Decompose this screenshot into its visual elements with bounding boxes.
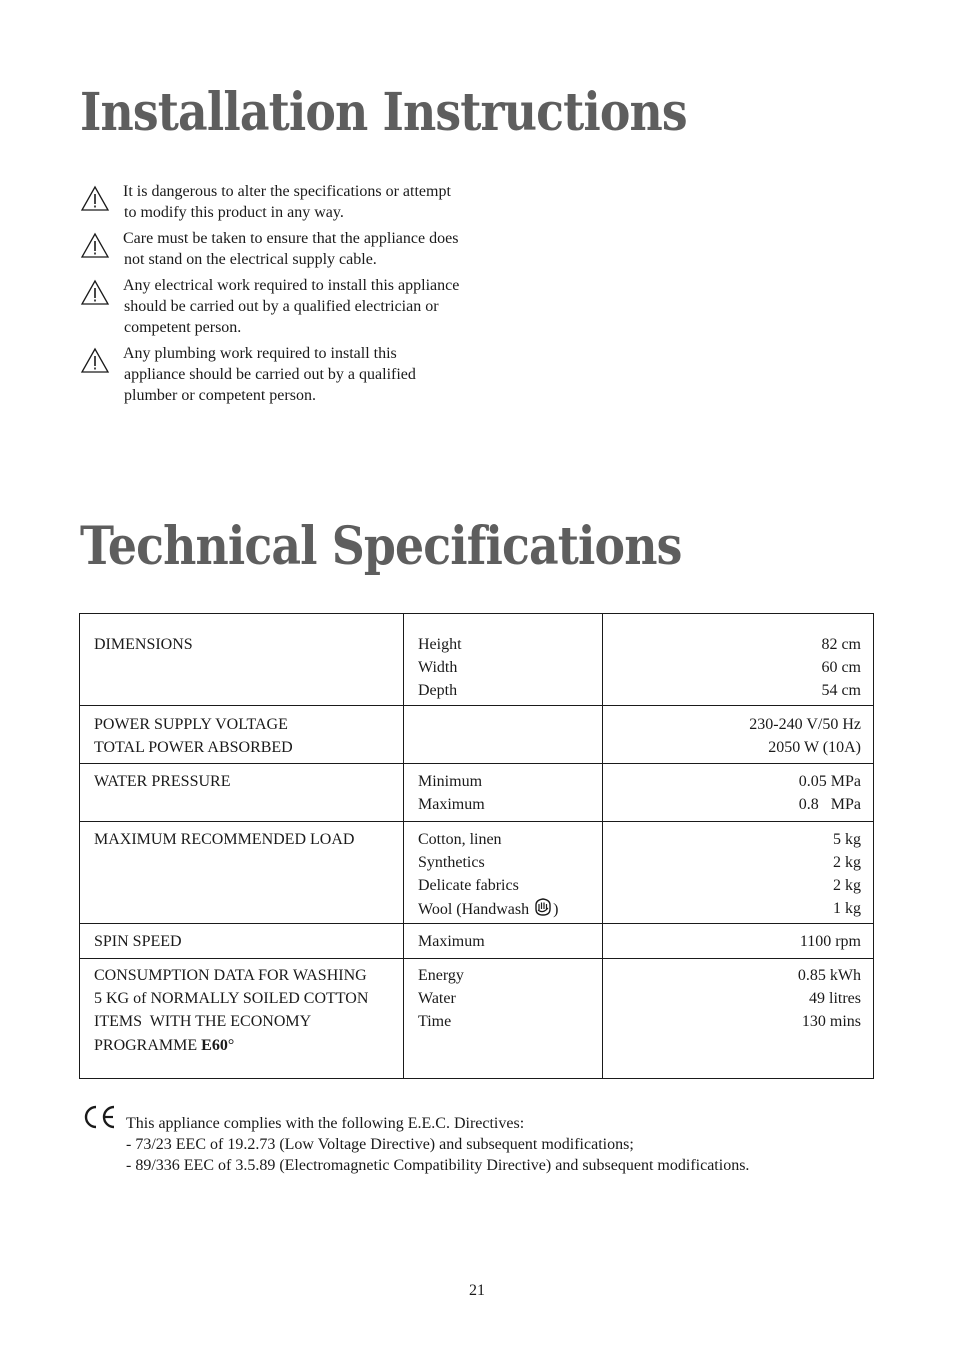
warning-list bbox=[80, 181, 460, 406]
table-row bbox=[80, 764, 874, 822]
spec-label: POWER SUPPLY VOLTAGE bbox=[94, 716, 288, 733]
warning-triangle-icon bbox=[80, 279, 110, 307]
spec-value: 54 cm bbox=[821, 682, 861, 699]
spec-param-text: Wool (Handwash bbox=[418, 901, 530, 918]
spec-value: 49 litres bbox=[809, 990, 861, 1007]
spec-param-cell bbox=[404, 822, 603, 924]
spec-value: 1100 rpm bbox=[799, 933, 861, 950]
table-row bbox=[80, 822, 874, 924]
spec-value-cell bbox=[603, 764, 874, 822]
warning-item bbox=[80, 181, 460, 223]
spec-param: Energy bbox=[418, 967, 464, 984]
spec-param: Maximum bbox=[418, 933, 485, 950]
spec-value: 5 kg bbox=[833, 831, 861, 848]
spec-param: Delicate fabrics bbox=[418, 877, 519, 894]
spec-param-cell bbox=[404, 706, 603, 764]
spec-label-cell bbox=[80, 706, 404, 764]
spec-param: Minimum bbox=[418, 773, 483, 790]
spec-value: 2050 W (10A) bbox=[768, 739, 861, 756]
handwash-icon bbox=[533, 897, 553, 917]
spec-param: Depth bbox=[418, 682, 458, 699]
spec-value: 82 cm bbox=[821, 636, 861, 653]
spec-value: 130 mins bbox=[801, 1013, 861, 1030]
spec-label-cell bbox=[80, 614, 404, 706]
spec-label-cell bbox=[80, 764, 404, 822]
spec-param: Synthetics bbox=[418, 854, 485, 871]
table-row bbox=[80, 924, 874, 959]
spec-param: Maximum bbox=[418, 796, 485, 813]
spec-value: 1 kg bbox=[833, 900, 861, 917]
technical-title: Technical Specifications bbox=[80, 516, 682, 577]
spec-value-cell bbox=[603, 706, 874, 764]
compliance-intro: This appliance complies with the following E.E.C. Directives: bbox=[126, 1115, 525, 1132]
spec-value: 0.85 kWh bbox=[797, 967, 861, 984]
spec-param: Height bbox=[418, 636, 462, 653]
spec-param bbox=[418, 897, 590, 921]
programme-code: E60 bbox=[201, 1037, 228, 1054]
compliance-block bbox=[80, 1103, 749, 1176]
installation-title: Installation Instructions bbox=[80, 82, 687, 143]
warning-text: Any electrical work required to install this appliance should be carried out by a qualified electrician or competent person. bbox=[123, 277, 460, 336]
spec-label bbox=[94, 1033, 391, 1059]
spec-param: Time bbox=[418, 1013, 452, 1030]
spec-label: ITEMS WITH THE ECONOMY bbox=[94, 1013, 312, 1030]
spec-label: DIMENSIONS bbox=[94, 636, 193, 653]
spec-param-text: ) bbox=[553, 901, 559, 918]
spec-label: WATER PRESSURE bbox=[94, 773, 231, 790]
spec-param: Cotton, linen bbox=[418, 831, 502, 848]
warning-text: Care must be taken to ensure that the appliance does not stand on the electrical supply cable. bbox=[123, 230, 459, 268]
spec-value: 230-240 V/50 Hz bbox=[749, 716, 861, 733]
warning-triangle-icon bbox=[80, 185, 110, 213]
spec-value: 0.8 MPa bbox=[798, 796, 861, 813]
spec-value: 60 cm bbox=[821, 659, 861, 676]
warning-item bbox=[80, 275, 460, 338]
warning-triangle-icon bbox=[80, 347, 110, 375]
spec-label: 5 KG of NORMALLY SOILED COTTON bbox=[94, 990, 369, 1007]
spec-param-cell bbox=[404, 959, 603, 1079]
page-number: 21 bbox=[469, 1282, 485, 1299]
spec-value: 0.05 MPa bbox=[798, 773, 861, 790]
spec-label-cell bbox=[80, 959, 404, 1079]
directive-item: - 89/336 EEC of 3.5.89 (Electromagnetic Compatibility Directive) and subsequent modifications. bbox=[126, 1157, 750, 1174]
spec-param-cell bbox=[404, 764, 603, 822]
spec-value: 2 kg bbox=[833, 877, 861, 894]
spec-value: 2 kg bbox=[833, 854, 861, 871]
spec-value-cell bbox=[603, 924, 874, 959]
spec-label: TOTAL POWER ABSORBED bbox=[94, 739, 293, 756]
table-row bbox=[80, 959, 874, 1079]
spec-label: SPIN SPEED bbox=[94, 933, 182, 950]
spec-param-cell bbox=[404, 924, 603, 959]
directive-item: - 73/23 EEC of 19.2.73 (Low Voltage Directive) and subsequent modifications; bbox=[126, 1136, 634, 1153]
spec-label-cell bbox=[80, 822, 404, 924]
warning-text: Any plumbing work required to install this appliance should be carried out by a qualified plumber or competent person. bbox=[123, 345, 416, 404]
table-row bbox=[80, 706, 874, 764]
spec-label: MAXIMUM RECOMMENDED LOAD bbox=[94, 831, 355, 848]
specifications-table bbox=[79, 613, 874, 1079]
spec-param: Water bbox=[418, 990, 456, 1007]
warning-text: It is dangerous to alter the specifications or attempt to modify this product in any way. bbox=[123, 183, 451, 221]
spec-value-cell bbox=[603, 959, 874, 1079]
warning-item bbox=[80, 343, 460, 406]
table-row bbox=[80, 614, 874, 706]
warning-triangle-icon bbox=[80, 232, 110, 260]
spec-value-cell bbox=[603, 822, 874, 924]
spec-label-cell bbox=[80, 924, 404, 959]
spec-param: Width bbox=[418, 659, 458, 676]
spec-param-cell bbox=[404, 614, 603, 706]
degree-sign: ° bbox=[227, 1037, 235, 1054]
spec-label-text: PROGRAMME bbox=[94, 1037, 202, 1054]
spec-label: CONSUMPTION DATA FOR WASHING bbox=[94, 967, 367, 984]
spec-value-cell bbox=[603, 614, 874, 706]
warning-item bbox=[80, 228, 460, 270]
ce-mark-icon bbox=[80, 1103, 118, 1131]
